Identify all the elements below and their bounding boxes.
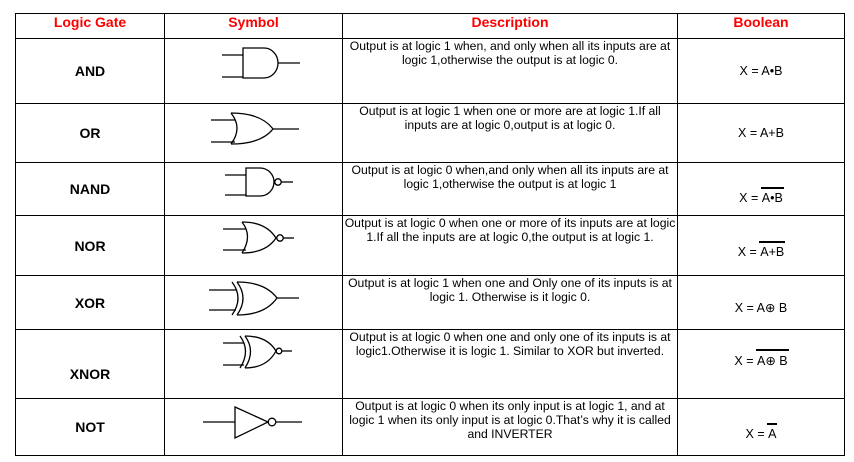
negated-term: A [768, 427, 777, 441]
header-boolean: Boolean [678, 14, 845, 39]
boolean-expression: X = A+B [678, 104, 845, 163]
boolean-expression: X = A⊕ B [678, 276, 845, 330]
header-row [16, 14, 845, 39]
table-row [16, 104, 845, 163]
table-row [16, 276, 845, 330]
boolean-expression: X = A•B [678, 39, 845, 104]
symbol-cell [165, 216, 343, 276]
negated-term: A•B [761, 191, 783, 205]
boolean-expression: X = A [678, 399, 845, 456]
description: Output is at logic 0 when,and only when all its inputs are at logic 1,otherwise the output is at logic 1 [343, 163, 678, 216]
boolean-expression: X = A•B [678, 163, 845, 216]
table-row [16, 330, 845, 399]
or-gate-icon [189, 110, 319, 155]
description: Output is at logic 1 when one or more are at logic 1.If all inputs are at logic 0,output is at logic 0. [343, 104, 678, 163]
table-row [16, 39, 845, 104]
symbol-cell [165, 276, 343, 330]
boolean-term: A•B [761, 64, 783, 78]
boolean-expression: X = A+B [678, 216, 845, 276]
boolean-term: A⊕ B [756, 301, 788, 315]
gate-name: NOT [16, 399, 165, 456]
gate-name: XNOR [16, 330, 165, 399]
header-symbol: Symbol [165, 14, 343, 39]
xnor-gate-icon [194, 334, 314, 376]
xor-gate-icon [189, 280, 319, 322]
header-description: Description [343, 14, 678, 39]
not-gate-icon [189, 404, 319, 444]
description: Output is at logic 0 when one or more of its inputs are at logic 1.If all the inputs are at logic 0,the output is at logic 1. [343, 216, 678, 276]
description: Output is at logic 0 when one and only one of its inputs is at logic1.Otherwise it is logic 1. Similar to XOR but inverted. [343, 330, 678, 399]
gate-name: OR [16, 104, 165, 163]
description: Output is at logic 1 when one and Only one of its inputs is at logic 1. Otherwise is it logic 0. [343, 276, 678, 330]
symbol-cell [165, 39, 343, 104]
symbol-cell [165, 399, 343, 456]
negated-term: A+B [760, 244, 785, 259]
table-row [16, 399, 845, 456]
gate-name: AND [16, 39, 165, 104]
symbol-cell [165, 330, 343, 399]
description: Output is at logic 1 when, and only when all its inputs are at logic 1,otherwise the output is at logic 0. [343, 39, 678, 104]
table-row [16, 216, 845, 276]
boolean-term: A+B [759, 126, 784, 140]
logic-gates-table [15, 13, 845, 456]
nor-gate-icon [194, 219, 314, 261]
negated-term: A⊕ B [756, 354, 788, 368]
symbol-cell [165, 104, 343, 163]
and-gate-icon [194, 45, 314, 90]
symbol-cell [165, 163, 343, 216]
description: Output is at logic 0 when its only input is at logic 1, and at logic 1 when its only input is at logic 0.That’s why it is called and INVERTER [343, 399, 678, 456]
table-row [16, 163, 845, 216]
gate-name: NOR [16, 216, 165, 276]
header-logic-gate: Logic Gate [16, 14, 165, 39]
nand-gate-icon [194, 167, 314, 207]
gate-name: NAND [16, 163, 165, 216]
boolean-expression: X = A⊕ B [678, 330, 845, 399]
gate-name: XOR [16, 276, 165, 330]
